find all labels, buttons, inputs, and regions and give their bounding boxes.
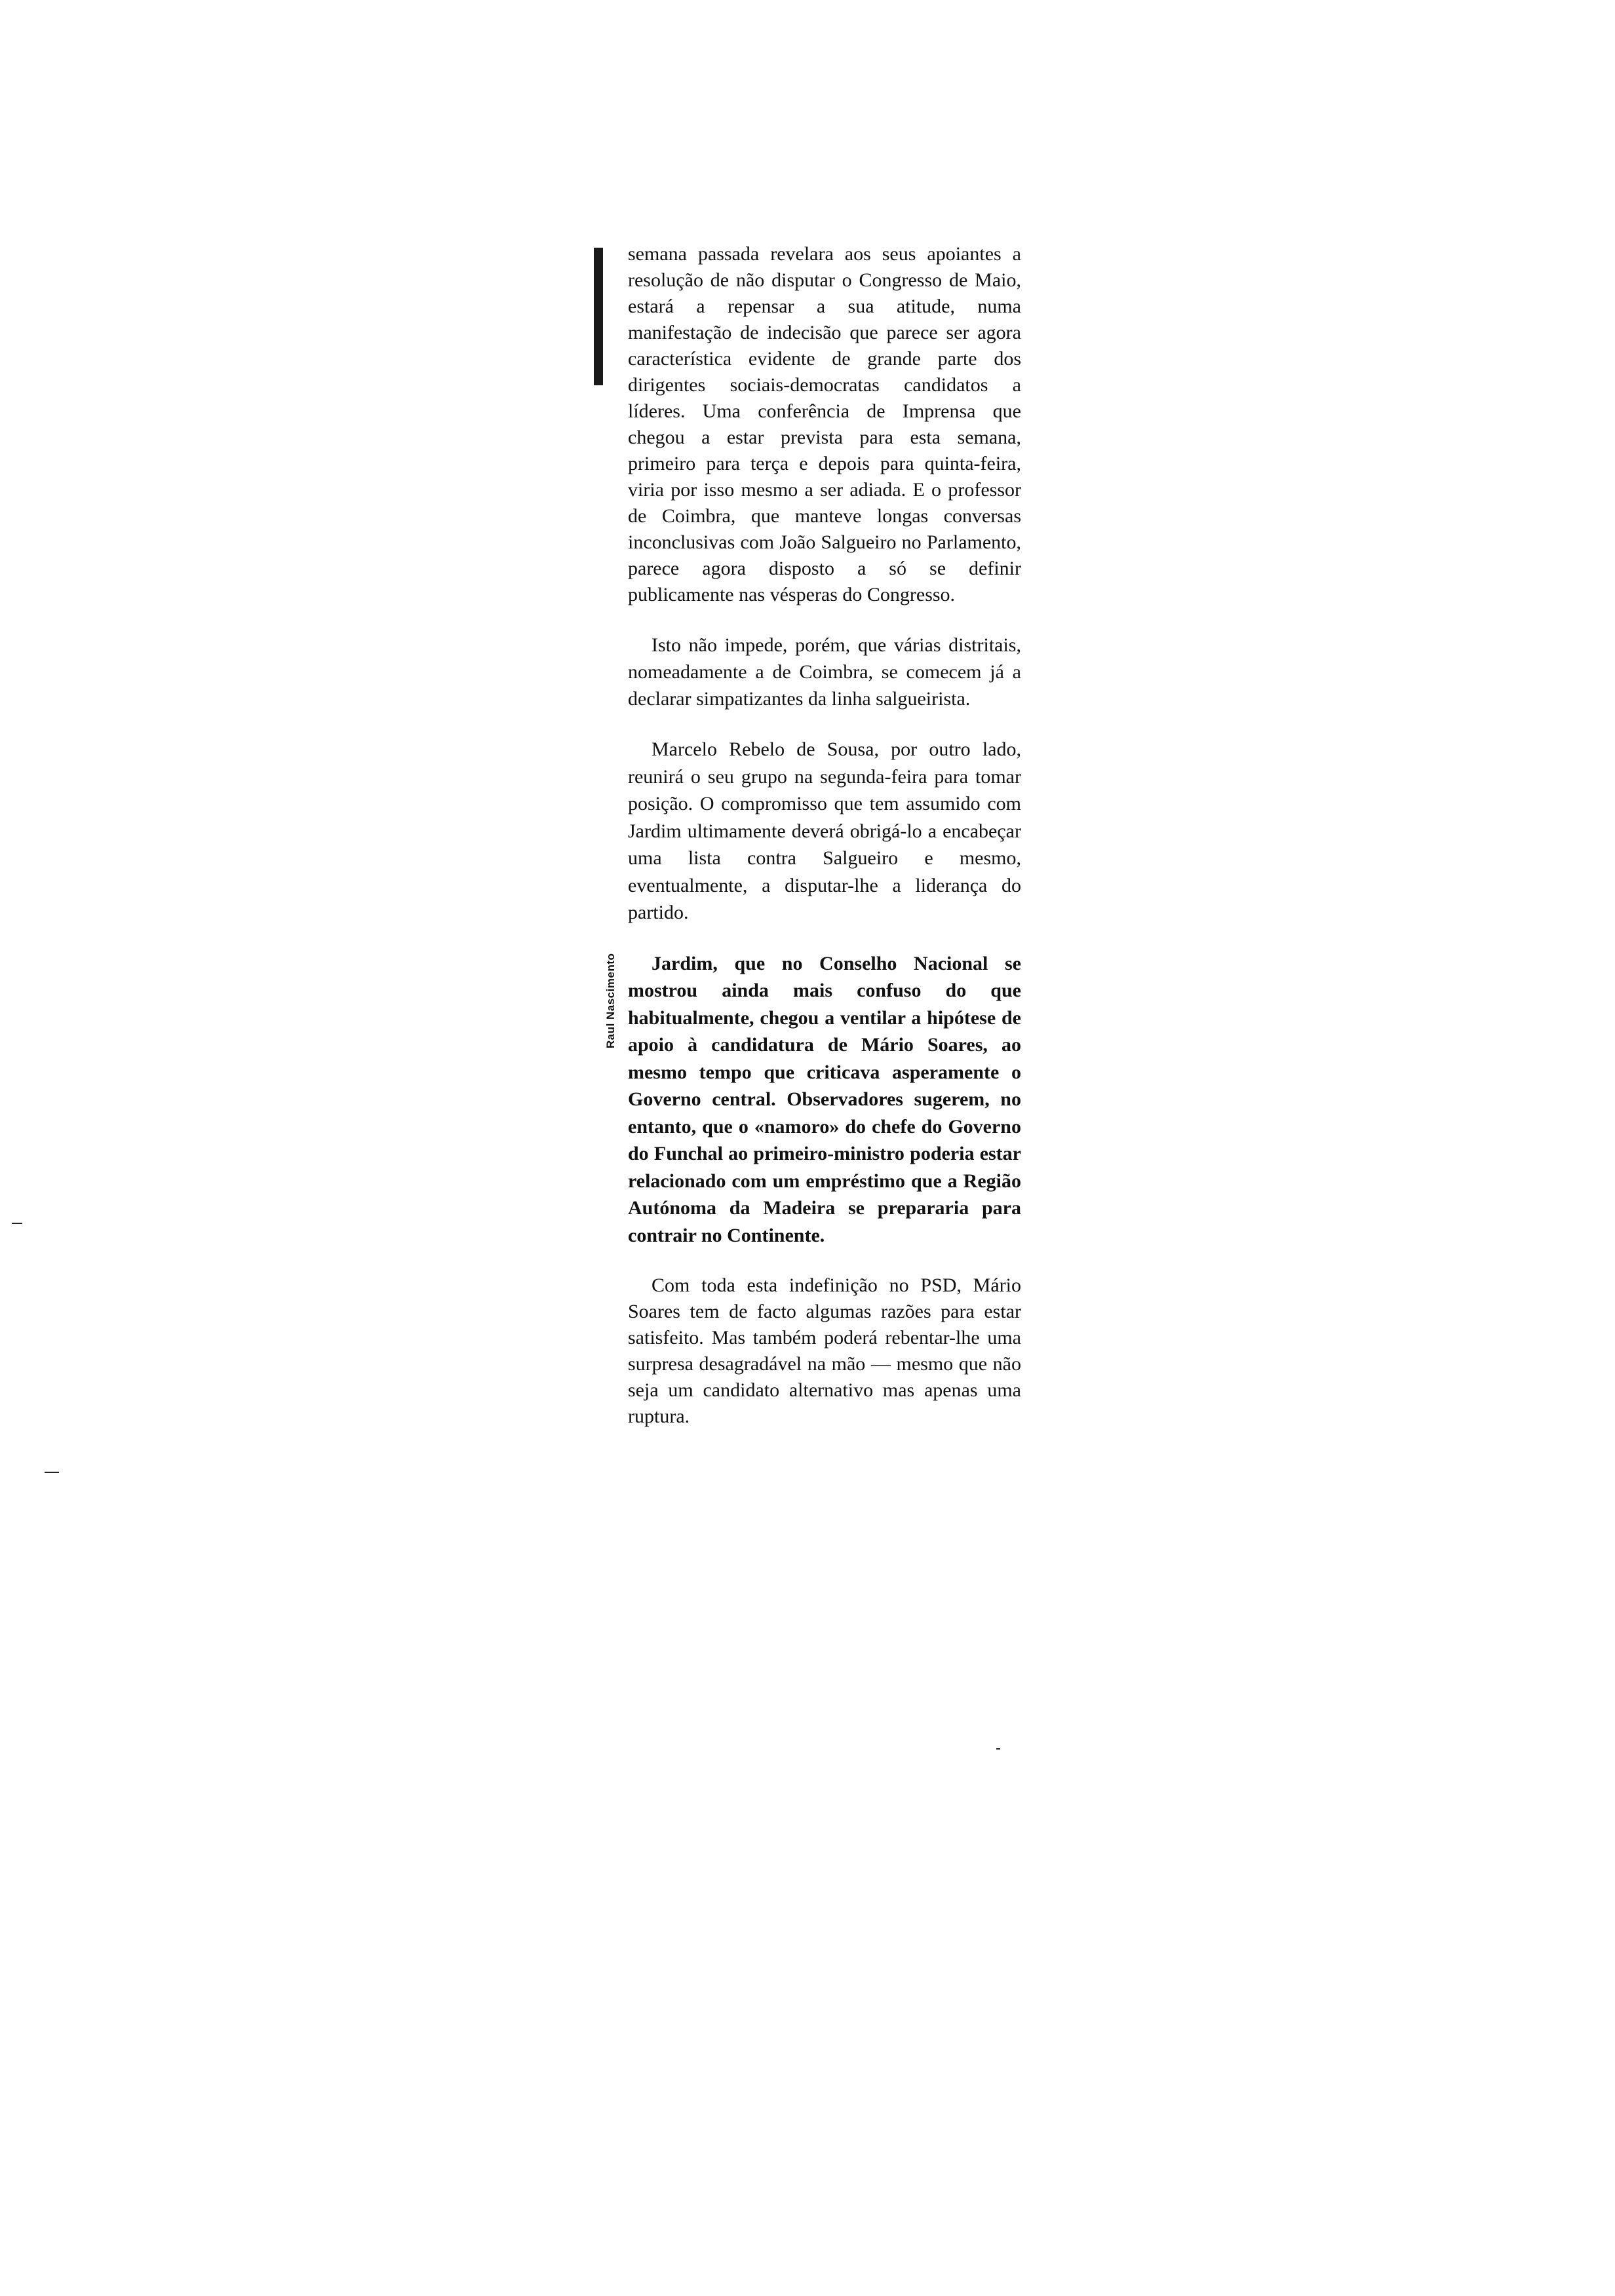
paragraph-5: Com toda esta indefinição no PSD, Mário Soares tem de facto algumas razões para estar satisfeito. Mas também poderá rebentar-lhe uma surpresa desagradável na mão — mesmo que não seja um candidato alternativo mas apenas uma ruptura.: [628, 1274, 1021, 1427]
paragraph-2: Isto não impede, porém, que várias distritais, nomeadamente a de Coimbra, se comecem já a declarar simpatizantes da linha salgueirista.: [628, 634, 1021, 710]
scan-speck: [45, 1472, 59, 1473]
paragraph-4: Jardim, que no Conselho Nacional se mostrou ainda mais confuso do que habitualmente, chegou a ventilar a hipótese de apoio à candidatura de Mário Soares, ao mesmo tempo que criticava asperamente o Governo central. Observadores sugerem, no entanto, que o «namoro» do chefe do Governo do Funchal ao primeiro-ministro poderia estar relacionado com um empréstimo que a Região Autónoma da Madeira se prepararia para contrair no Continente.: [628, 952, 1021, 1246]
newspaper-clipping: [628, 241, 1021, 1430]
paragraph-3: Marcelo Rebelo de Sousa, por outro lado, reunirá o seu grupo na segunda-feira para tomar posição. O compromisso que tem assumido com Jardim ultimamente deverá obrigá-lo a encabeçar uma lista contra Salgueiro e mesmo, eventualmente, a disputar-lhe a liderança do partido.: [628, 738, 1021, 923]
paragraph-1: semana passada revelara aos seus apoiantes a resolução de não disputar o Congresso de Maio, estará a repensar a sua atitude, numa manifestação de indecisão que parece ser agora característica evidente de grande parte dos dirigentes sociais-democratas candidatos a líderes. Uma conferência de Imprensa que chegou a estar prevista para esta semana, primeiro para terça e depois para quinta-feira, viria por isso mesmo a ser adiada. E o professor de Coimbra, que manteve longas conversas inconclusivas com João Salgueiro no Parlamento, parece agora disposto a só se definir publicamente nas vésperas do Congresso.: [628, 243, 1021, 605]
photo-credit: Raul Nascimento: [604, 953, 617, 1048]
column-rule: [594, 248, 603, 385]
scan-speck: [12, 1223, 22, 1224]
scan-speck: [996, 1748, 1000, 1750]
